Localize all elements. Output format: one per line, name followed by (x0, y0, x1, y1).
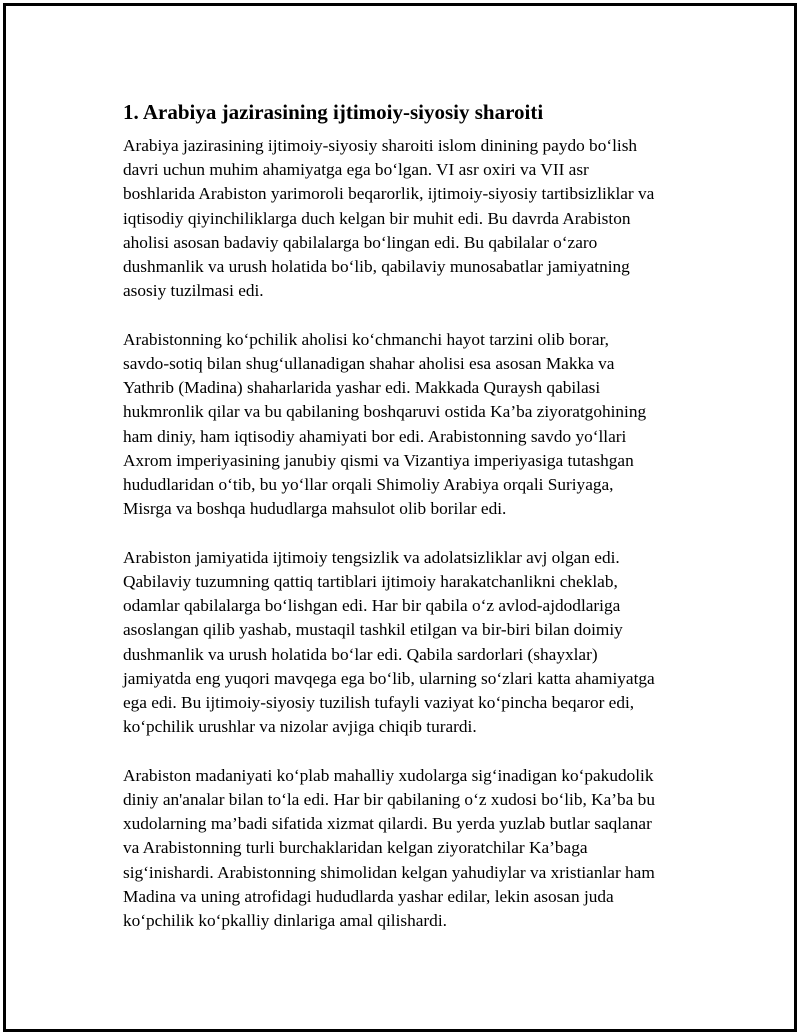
text-line: va Arabistonning turli burchaklaridan kelgan ziyoratchilar Ka’baga (123, 838, 588, 858)
paragraph-1 (123, 134, 703, 303)
text-line: davri uchun muhim ahamiyatga ega bo‘lgan. VI asr oxiri va VII asr (123, 160, 589, 180)
text-line: hududlaridan o‘tib, bu yo‘llar orqali Shimoliy Arabiya orqali Suriyaga, (123, 475, 614, 495)
text-line: Yathrib (Madina) shaharlarida yashar edi. Makkada Quraysh qabilasi (123, 378, 601, 398)
text-line: Madina va uning atrofidagi hududlarda yashar edilar, lekin asosan juda (123, 886, 614, 906)
text-line: asosiy tuzilmasi edi. (123, 281, 264, 301)
text-line: Axrom imperiyasining janubiy qismi va Vizantiya imperiyasiga tutashgan (123, 450, 634, 470)
document-body (123, 100, 703, 958)
paragraph-4 (123, 764, 703, 933)
text-line: xudolarning ma’badi sifatida xizmat qilardi. Bu yerda yuzlab butlar saqlanar (123, 814, 652, 834)
text-line: dushmanlik va urush holatida bo‘lib, qabilaviy munosabatlar jamiyatning (123, 257, 630, 277)
text-line: ega edi. Bu ijtimoiy-siyosiy tuzilish tufayli vaziyat ko‘pincha beqaror edi, (123, 693, 635, 713)
text-line: dushmanlik va urush holatida bo‘lar edi. Qabila sardorlari (shayxlar) (123, 644, 598, 664)
text-line: Arabiya jazirasining ijtimoiy-siyosiy sharoiti islom dinining paydo bo‘lish (123, 136, 638, 155)
text-line: boshlarida Arabiston yarimoroli beqarorlik, ijtimoiy-siyosiy tartibsizliklar va (123, 184, 655, 204)
text-line: odamlar qabilalarga bo‘lishgan edi. Har bir qabila o‘z avlod-ajdodlariga (123, 596, 621, 616)
text-line: aholisi asosan badaviy qabilalarga bo‘lingan edi. Bu qabilalar o‘zaro (123, 232, 598, 252)
paragraph-3 (123, 546, 703, 740)
text-line: sig‘inishardi. Arabistonning shimolidan kelgan yahudiylar va xristianlar ham (123, 862, 655, 882)
text-line: ko‘pchilik urushlar va nizolar avjiga chiqib turardi. (123, 717, 477, 737)
text-line: Arabistonning ko‘pchilik aholisi ko‘chmanchi hayot tarzini olib borar, (123, 329, 609, 349)
text-line: ko‘pchilik ko‘pkalliy dinlariga amal qilishardi. (123, 911, 447, 931)
paragraph-2 (123, 328, 703, 522)
text-line: hukmronlik qilar va bu qabilaning boshqaruvi ostida Ka’ba ziyoratgohining (123, 402, 647, 422)
page-frame (3, 3, 797, 1032)
text-line: diniy an'analar bilan to‘la edi. Har bir qabilaning o‘z xudosi bo‘lib, Ka’ba bu (123, 790, 655, 810)
text-line: Arabiston madaniyati ko‘plab mahalliy xudolarga sig‘inadigan ko‘pakudolik (123, 765, 654, 785)
text-line: jamiyatda eng yuqori mavqega ega bo‘lib, ularning so‘zlari katta ahamiyatga (123, 668, 655, 688)
text-line: asoslangan qilib yashab, mustaqil tashkil etilgan va bir-biri bilan doimiy (123, 620, 623, 640)
text-line: Misrga va boshqa hududlarga mahsulot olib borilar edi. (123, 499, 507, 519)
text-line: Arabiston jamiyatida ijtimoiy tengsizlik va adolatsizliklar avj olgan edi. (123, 547, 620, 567)
text-line: iqtisodiy qiyinchiliklarga duch kelgan bir muhit edi. Bu davrda Arabiston (123, 208, 631, 228)
text-line: Qabilaviy tuzumning qattiq tartiblari ijtimoiy harakatchanlikni cheklab, (123, 572, 618, 592)
text-line: savdo-sotiq bilan shug‘ullanadigan shahar aholisi esa asosan Makka va (123, 354, 615, 374)
text-line: ham diniy, ham iqtisodiy ahamiyati bor edi. Arabistonning savdo yo‘llari (123, 426, 627, 446)
section-heading: 1. Arabiya jazirasining ijtimoiy-siyosiy sharoiti (123, 100, 544, 124)
